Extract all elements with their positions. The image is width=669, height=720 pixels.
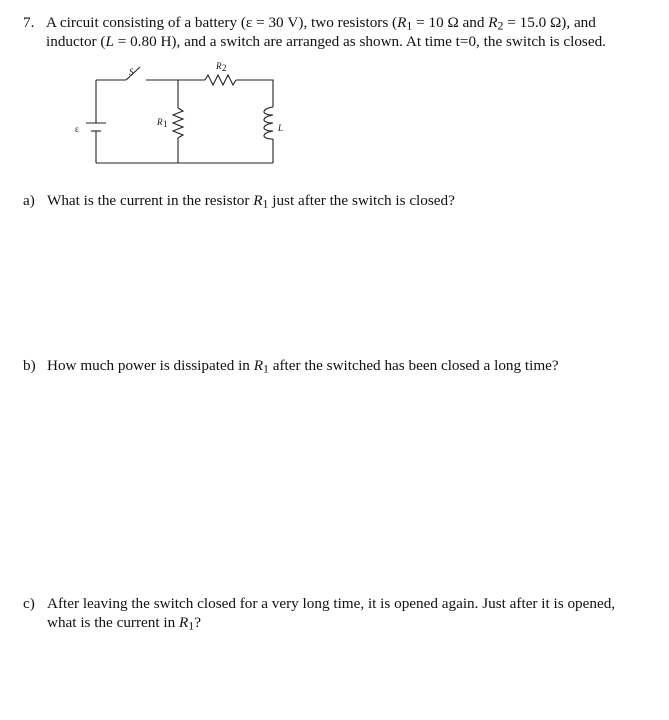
r2-label-subscript: 2 — [222, 63, 227, 73]
problem-text — [46, 13, 653, 51]
problem-number: 7. — [23, 14, 35, 31]
question-c-text — [47, 594, 643, 632]
question-b-text-end: after the switched has been closed a long time? — [268, 357, 559, 374]
question-a-r-symbol: R — [253, 192, 263, 209]
inductance-symbol: L — [105, 33, 114, 50]
wire-top-right — [236, 80, 273, 107]
question-b-r-symbol: R — [253, 357, 263, 374]
question-a-text — [47, 191, 643, 210]
r2-subscript: 2 — [497, 18, 504, 33]
question-b — [23, 356, 643, 375]
r1-subscript: 1 — [406, 18, 413, 33]
question-b-r-subscript: 1 — [262, 361, 269, 376]
r1-label-subscript: 1 — [163, 119, 168, 129]
question-c-line1: After leaving the switch closed for a very long time, it is opened again. Just after it is opened, — [47, 595, 616, 612]
question-c-line2-start: what is the current in — [47, 614, 180, 631]
problem-line2-start: inductor ( — [46, 33, 106, 50]
question-a — [23, 191, 643, 210]
problem-line1-start: A circuit consisting of a battery (ε = 30 V), two resistors ( — [46, 14, 398, 31]
question-a-letter: a) — [23, 192, 35, 209]
r2-symbol: R — [488, 14, 498, 31]
r1-symbol: R — [397, 14, 407, 31]
r2-label: R — [216, 61, 222, 71]
emf-label: ε — [75, 124, 79, 134]
problem-line1-end: = 15.0 Ω), and — [503, 14, 596, 31]
question-a-text-end: just after the switch is closed? — [268, 192, 455, 209]
r2-resistor — [205, 75, 236, 85]
question-c-r-symbol: R — [179, 614, 189, 631]
question-c-letter: c) — [23, 595, 35, 612]
problem-line1-mid: = 10 Ω and — [412, 14, 489, 31]
question-c-line2-end: ? — [194, 614, 201, 631]
inductor-coil — [264, 107, 273, 139]
switch-label: S — [129, 67, 134, 77]
problem-line2-end: = 0.80 H), and a switch are arranged as shown. At time t=0, the switch is closed. — [113, 33, 606, 50]
inductor-label: L — [278, 123, 284, 133]
r1-resistor — [173, 108, 183, 138]
circuit-diagram — [60, 60, 310, 175]
question-b-letter: b) — [23, 357, 36, 374]
question-b-text — [47, 356, 643, 375]
question-a-text-start: What is the current in the resistor — [47, 192, 254, 209]
r1-label: R — [157, 117, 163, 127]
question-c — [23, 594, 643, 632]
question-a-r-subscript: 1 — [262, 196, 269, 211]
question-b-text-start: How much power is dissipated in — [47, 357, 254, 374]
problem-statement — [23, 13, 653, 51]
question-c-r-subscript: 1 — [188, 618, 195, 633]
